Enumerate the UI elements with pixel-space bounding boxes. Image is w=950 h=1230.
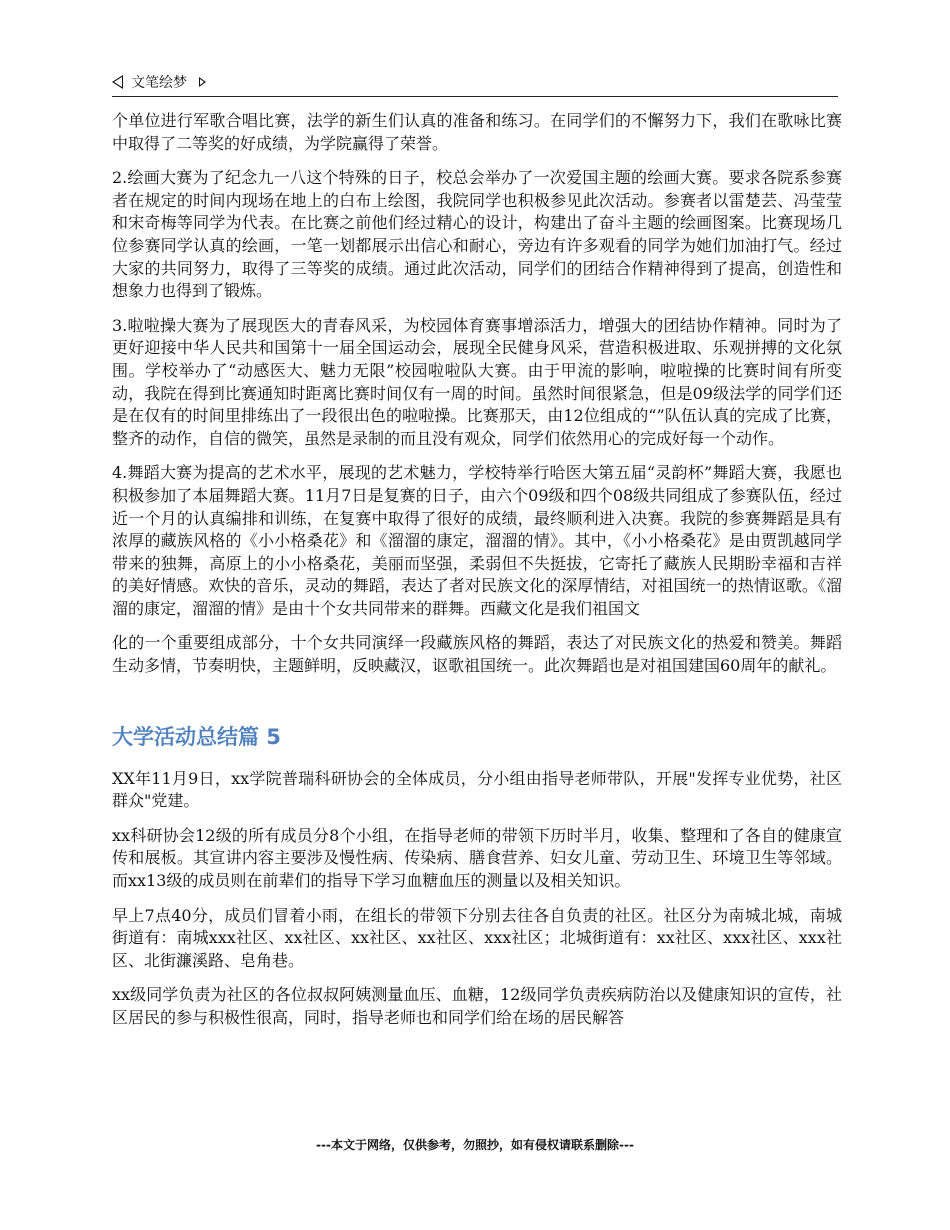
- header-brand: [112, 72, 206, 92]
- triangle-right-icon: [199, 77, 206, 87]
- paragraph: 4.舞蹈大赛为提高的艺术水平，展现的艺术魅力，学校特举行哈医大第五届“灵韵杯”舞蹈大赛，我愿也积极参加了本届舞蹈大赛。11月7日是复赛的日子，由六个09级和四个08级共同组成了参赛队伍，经过近一个月的认真编排和训练，在复赛中取得了很好的成绩，最终顺利进入决赛。我院的参赛舞蹈是具有浓厚的藏族风格的《小小格桑花》和《溜溜的康定，溜溜的情》。其中，《小小格桑花》是由贾凯越同学带来的独舞，高原上的小小格桑花，美丽而坚强，柔弱但不失挺拔，它寄托了藏族人民期盼幸福和吉祥的美好情感。欢快的音乐，灵动的舞蹈，表达了者对民族文化的深厚情结，对祖国统一的热情讴歌。《溜溜的康定，溜溜的情》是由十个女共同带来的群舞。西藏文化是我们祖国文: [112, 463, 842, 618]
- paragraph: 早上7点40分，成员们冒着小雨，在组长的带领下分别去往各自负责的社区。社区分为南城北城，南城街道有：南城xxx社区、xx社区、xx社区、xx社区、xxx社区；北城街道有：xx社区、xxx社区、xxx社区、北街濂溪路、皂角巷。: [112, 905, 842, 970]
- document-body: [112, 110, 842, 1042]
- page-header: [112, 72, 838, 97]
- page-footer: ---本文于网络，仅供参考，勿照抄，如有侵权请联系删除---: [316, 1138, 634, 1152]
- paragraph: 化的一个重要组成部分，十个女共同演绎一段藏族风格的舞蹈，表达了对民族文化的热爱和赞美。舞蹈生动多情，节奏明快，主题鲜明，反映藏汉，讴歌祖国统一。此次舞蹈也是对祖国建国60周年的献礼。: [112, 633, 842, 676]
- section-heading: 大学活动总结篇 5: [112, 724, 281, 749]
- paragraph: 2.绘画大赛为了纪念九一八这个特殊的日子，校总会举办了一次爱国主题的绘画大赛。要求各院系参赛者在规定的时间内现场在地上的白布上绘图，我院同学也积极参见此次活动。参赛者以雷楚芸、冯莹莹和宋奇梅等同学为代表。在比赛之前他们经过精心的设计，构建出了奋斗主题的绘画图案。比赛现场几位参赛同学认真的绘画，一笔一划都展示出信心和耐心，旁边有许多观看的同学为她们加油打气。经过大家的共同努力，取得了三等奖的成绩。通过此次活动，同学们的团结合作精神得到了提高，创造性和想象力也得到了锻炼。: [112, 168, 842, 301]
- brand-text: 文笔绘梦: [131, 75, 187, 91]
- paragraph: xx科研协会12级的所有成员分8个小组，在指导老师的带领下历时半月，收集、整理和了各自的健康宣传和展板。其宣讲内容主要涉及慢性病、传染病、膳食营养、妇女儿童、劳动卫生、环境卫生等邻域。而xx13级的成员则在前辈们的指导下学习血糖血压的测量以及相关知识。: [112, 825, 842, 891]
- paragraph: 3.啦啦操大赛为了展现医大的青春风采，为校园体育赛事增添活力，增强大的团结协作精神。同时为了更好迎接中华人民共和国第十一届全国运动会，展现全民健身风采，营造积极进取、乐观拼搏的文化氛围。学校举办了“动感医大、魅力无限”校园啦啦队大赛。由于甲流的影响，啦啦操的比赛时间有所变动，我院在得到比赛通知时距离比赛时间仅有一周的时间。虽然时间很紧急，但是09级法学的同学们还是在仅有的时间里排练出了一段很出色的啦啦操。比赛那天，由12位组成的“”队伍认真的完成了比赛，整齐的动作，自信的微笑，虽然是录制的而且没有观众，同学们依然用心的完成好每一个动作。: [112, 315, 842, 448]
- paragraph: XX年11月9日，xx学院普瑞科研协会的全体成员，分小组由指导老师带队，开展"发挥专业优势，社区群众"党建。: [112, 768, 842, 811]
- triangle-left-icon: [112, 75, 123, 89]
- paragraph: 个单位进行军歌合唱比赛，法学的新生们认真的准备和练习。在同学们的不懈努力下，我们在歌咏比赛中取得了二等奖的好成绩，为学院赢得了荣誉。: [112, 111, 842, 153]
- paragraph: xx级同学负责为社区的各位叔叔阿姨测量血压、血糖，12级同学负责疾病防治以及健康知识的宣传，社区居民的参与积极性很高，同时，指导老师也和同学们给在场的居民解答: [112, 985, 842, 1027]
